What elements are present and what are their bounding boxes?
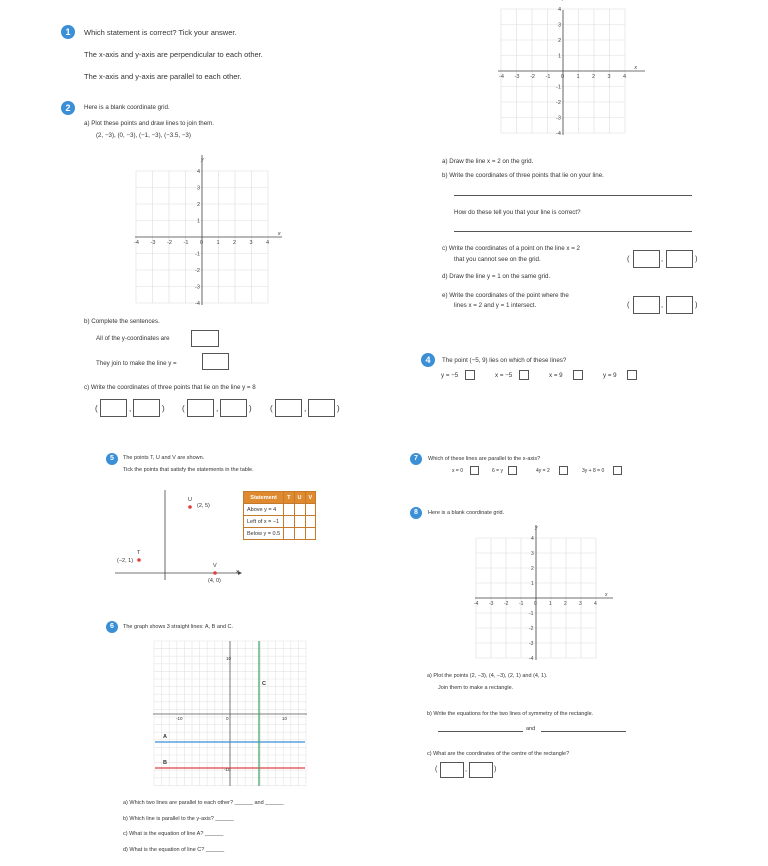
q3c-x-box[interactable]	[633, 250, 660, 268]
y-tick-label: 3	[531, 551, 534, 557]
x-tick-label: -1	[183, 240, 189, 246]
cell[interactable]	[294, 516, 305, 528]
point-u	[188, 505, 192, 509]
q2c-pair3-x-box[interactable]	[275, 399, 302, 417]
x-tick-label: -4	[134, 240, 139, 246]
y-tick-label: 4	[558, 7, 562, 13]
y-tick-label: 1	[531, 581, 534, 587]
tick-yneg10: -10	[224, 767, 231, 772]
y-tick-label: 4	[197, 169, 201, 175]
x-tick-label: -2	[167, 240, 172, 246]
coord-u: (2, 5)	[197, 503, 210, 509]
q8-answer-line-2[interactable]	[541, 731, 626, 732]
paren-open: (	[182, 404, 185, 413]
q7-option-checkbox[interactable]	[508, 466, 517, 475]
x-tick-label: -4	[499, 74, 504, 80]
x-tick-label: 1	[576, 74, 580, 80]
y-tick-label: 1	[197, 218, 201, 225]
y-tick-label: 1	[558, 53, 562, 60]
question-1-number: 1	[61, 25, 75, 39]
q2c-pair3-y-box[interactable]	[308, 399, 335, 417]
x-tick-label: -3	[489, 601, 494, 607]
q3-answer-line-1[interactable]	[454, 195, 692, 196]
question-8-number: 8	[410, 507, 422, 519]
q2-part-c: c) Write the coordinates of three points that lie on the line y = 8	[84, 384, 256, 391]
q2c-pair2-x-box[interactable]	[187, 399, 214, 417]
q2-answer-box-2[interactable]	[202, 353, 229, 370]
q8-part-a2: Join them to make a rectangle.	[438, 685, 514, 691]
y-tick-label: -3	[195, 284, 200, 291]
coord-t: (−2, 1)	[117, 558, 134, 564]
q1-option-b: The x-axis and y-axis are parallel to each other.	[84, 72, 242, 81]
cell[interactable]	[284, 516, 294, 528]
tick-0: 0	[226, 716, 229, 721]
x-tick-label: -3	[150, 240, 156, 246]
x-tick-label: 4	[623, 74, 627, 80]
q4-option-label: x = −5	[495, 372, 513, 379]
q6-prompt: The graph shows 3 straight lines: A, B and C.	[123, 624, 234, 630]
y-axis-label: y	[535, 525, 538, 531]
q3e-y-box[interactable]	[666, 296, 693, 314]
x-tick-label: 0	[561, 74, 565, 80]
q2-answer-box-1[interactable]	[191, 330, 219, 347]
q3-part-a: a) Draw the line x = 2 on the grid.	[442, 158, 534, 165]
q3-how: How do these tell you that your line is correct?	[454, 209, 581, 216]
q5-statement-table	[243, 491, 316, 540]
x-tick-label: 0	[534, 601, 537, 607]
x-tick-label: 2	[592, 74, 596, 80]
th-t: T	[284, 492, 294, 504]
q8-part-c: c) What are the coordinates of the centre of the rectangle?	[427, 751, 570, 757]
x-tick-label: -3	[514, 74, 520, 80]
y-tick-label: -1	[529, 611, 534, 617]
row-above: Above y = 4	[244, 504, 284, 516]
cell[interactable]	[305, 528, 316, 540]
q4-option-checkbox[interactable]	[627, 370, 637, 380]
q2c-pair1-x-box[interactable]	[100, 399, 127, 417]
y-tick-label: 2	[531, 566, 534, 572]
q3-answer-line-2[interactable]	[454, 231, 692, 232]
x-tick-label: 2	[564, 601, 567, 607]
q3-part-b: b) Write the coordinates of three points that lie on your line.	[442, 172, 604, 179]
coord-v: (4, 0)	[208, 578, 221, 584]
q4-option-checkbox[interactable]	[465, 370, 475, 380]
q3-part-c2: that you cannot see on the grid.	[454, 256, 541, 263]
y-tick-label: 3	[558, 22, 562, 29]
y-tick-label: -2	[556, 100, 561, 106]
q8-part-a1: a) Plot the points (2, −3), (4, −3), (2, 1) and (4, 1).	[427, 673, 548, 679]
x-tick-label: -1	[545, 74, 551, 80]
y-tick-label: -1	[556, 84, 561, 91]
question-6-number: 6	[106, 621, 118, 633]
y-tick-label: -4	[529, 656, 534, 662]
th-statement: Statement	[244, 492, 284, 504]
label-v: V	[213, 563, 217, 569]
q5-x-label: x	[236, 569, 239, 575]
y-axis-label	[561, 0, 566, 2]
paren-close: )	[249, 404, 252, 413]
x-axis-label: x	[277, 231, 281, 237]
q8-centre-x-box[interactable]	[440, 762, 464, 778]
row-below: Below y = 0.5	[244, 528, 284, 540]
q8-coordinate-grid[interactable]	[470, 520, 620, 665]
cell[interactable]	[294, 528, 305, 540]
tick-10: 10	[282, 716, 288, 721]
q7-option-checkbox[interactable]	[559, 466, 568, 475]
q6-part-c: c) What is the equation of line A? ______	[123, 831, 224, 837]
x-tick-label: -1	[519, 601, 524, 607]
q4-option-checkbox[interactable]	[519, 370, 529, 380]
paren-open: (	[95, 404, 98, 413]
q8-and: and	[526, 726, 536, 732]
y-tick-label: -4	[556, 131, 561, 137]
q7-option-checkbox[interactable]	[613, 466, 622, 475]
q7-option-label: 6 = y	[492, 468, 503, 474]
cell[interactable]	[305, 504, 316, 516]
q5-axes-diagram	[110, 485, 245, 585]
label-a: A	[163, 734, 167, 740]
x-tick-label: 3	[579, 601, 582, 607]
label-c: C	[262, 681, 266, 687]
q8-answer-line-1[interactable]	[438, 731, 523, 732]
q8-intro: Here is a blank coordinate grid.	[428, 510, 505, 516]
q3-part-d: d) Draw the line y = 1 on the same grid.	[442, 273, 551, 280]
x-tick-label: 2	[233, 240, 237, 246]
x-tick-label: -2	[504, 601, 509, 607]
x-tick-label: 4	[594, 601, 597, 607]
y-tick-label: 2	[558, 38, 562, 44]
x-tick-label: 4	[266, 240, 270, 246]
tick-y10: 10	[226, 656, 232, 661]
tick-neg10: -10	[176, 716, 183, 721]
y-tick-label: -2	[529, 626, 534, 632]
q5-prompt: The points T, U and V are shown.	[123, 455, 205, 461]
q3-part-c1: c) Write the coordinates of a point on the line x = 2	[442, 245, 580, 252]
q3-part-e2: lines x = 2 and y = 1 intersect.	[454, 302, 537, 309]
comma: ,	[216, 404, 219, 413]
x-tick-label: 3	[607, 74, 611, 80]
comma: ,	[304, 404, 307, 413]
q4-option-label: y = −5	[441, 372, 459, 379]
question-2-number: 2	[61, 101, 75, 115]
x-tick-label: -2	[530, 74, 535, 80]
q3e-x-box[interactable]	[633, 296, 660, 314]
q4-option-label: y = 9	[603, 372, 617, 379]
y-tick-label: -3	[556, 115, 561, 122]
x-tick-label: 1	[216, 240, 220, 246]
x-axis-label: x	[634, 65, 638, 71]
q2-coordinate-grid[interactable]	[130, 150, 290, 310]
x-tick-label: 1	[549, 601, 552, 607]
x-tick-label: -4	[474, 601, 479, 607]
q7-option-label: 3y + 8 = 0	[582, 468, 605, 474]
q1-prompt: Which statement is correct? Tick your answer.	[84, 28, 237, 37]
q2-sentence-2: They join to make the line y =	[96, 360, 177, 367]
label-u: U	[188, 497, 192, 503]
q8-centre-y-box[interactable]	[469, 762, 493, 778]
y-tick-label: -2	[195, 268, 200, 274]
q2c-pair2-y-box[interactable]	[220, 399, 247, 417]
x-tick-label: 3	[249, 240, 253, 246]
y-tick-label: 2	[197, 202, 201, 208]
row-left: Left of x = −1	[244, 516, 284, 528]
point-t	[137, 558, 141, 562]
q6-part-a: a) Which two lines are parallel to each other? ______ and ______	[123, 800, 284, 806]
cell[interactable]	[305, 516, 316, 528]
q2c-pair1-y-box[interactable]	[133, 399, 160, 417]
label-t: T	[137, 550, 141, 556]
q7-option-label: x = 0	[452, 468, 463, 474]
y-tick-label: 4	[531, 536, 534, 542]
q3c-y-box[interactable]	[666, 250, 693, 268]
y-tick-label: -3	[529, 641, 534, 647]
q6-part-b: b) Which line is parallel to the y-axis? ______	[123, 816, 234, 822]
q2-intro: Here is a blank coordinate grid.	[84, 104, 170, 111]
comma: ,	[129, 404, 132, 413]
q2-part-a: a) Plot these points and draw lines to join them.	[84, 120, 215, 127]
question-5-number: 5	[106, 453, 118, 465]
y-tick-label: -4	[195, 301, 200, 307]
question-7-number: 7	[410, 453, 422, 465]
y-tick-label: 3	[197, 185, 201, 192]
q7-prompt: Which of these lines are parallel to the x-axis?	[428, 456, 541, 462]
q4-option-label: x = 9	[549, 372, 563, 379]
q1-option-a: The x-axis and y-axis are perpendicular to each other.	[84, 50, 263, 59]
q2-points: (2, −3), (0, −3), (−1, −3), (−3.5, −3)	[96, 132, 191, 139]
x-tick-label: 0	[200, 240, 204, 246]
q2-sentence-1: All of the y-coordinates are	[96, 335, 170, 342]
th-v: V	[305, 492, 316, 504]
paren-open: (	[270, 404, 273, 413]
q8-part-b: b) Write the equations for the two lines of symmetry of the rectangle.	[427, 711, 594, 717]
paren-close: )	[162, 404, 165, 413]
th-u: U	[294, 492, 305, 504]
q3-coordinate-grid[interactable]	[490, 5, 660, 140]
q2-part-b: b) Complete the sentences.	[84, 318, 160, 325]
q4-option-checkbox[interactable]	[573, 370, 583, 380]
paren-close: )	[337, 404, 340, 413]
q6-part-d: d) What is the equation of line C? ______	[123, 847, 225, 853]
y-axis-label: y	[201, 157, 204, 164]
point-v	[213, 571, 217, 575]
q5-sub: Tick the points that satisfy the statements in the table.	[123, 467, 254, 473]
y-tick-label: -1	[195, 251, 200, 258]
question-4-number: 4	[421, 353, 435, 367]
label-b: B	[163, 760, 167, 766]
q7-option-checkbox[interactable]	[470, 466, 479, 475]
cell[interactable]	[294, 504, 305, 516]
x-axis-label: x	[605, 592, 608, 598]
cell[interactable]	[284, 528, 294, 540]
q7-option-label: 4y = 2	[536, 468, 550, 474]
q4-prompt: The point (−5, 9) lies on which of these lines?	[442, 357, 567, 364]
cell[interactable]	[284, 504, 294, 516]
q3-part-e1: e) Write the coordinates of the point where the	[442, 292, 569, 299]
